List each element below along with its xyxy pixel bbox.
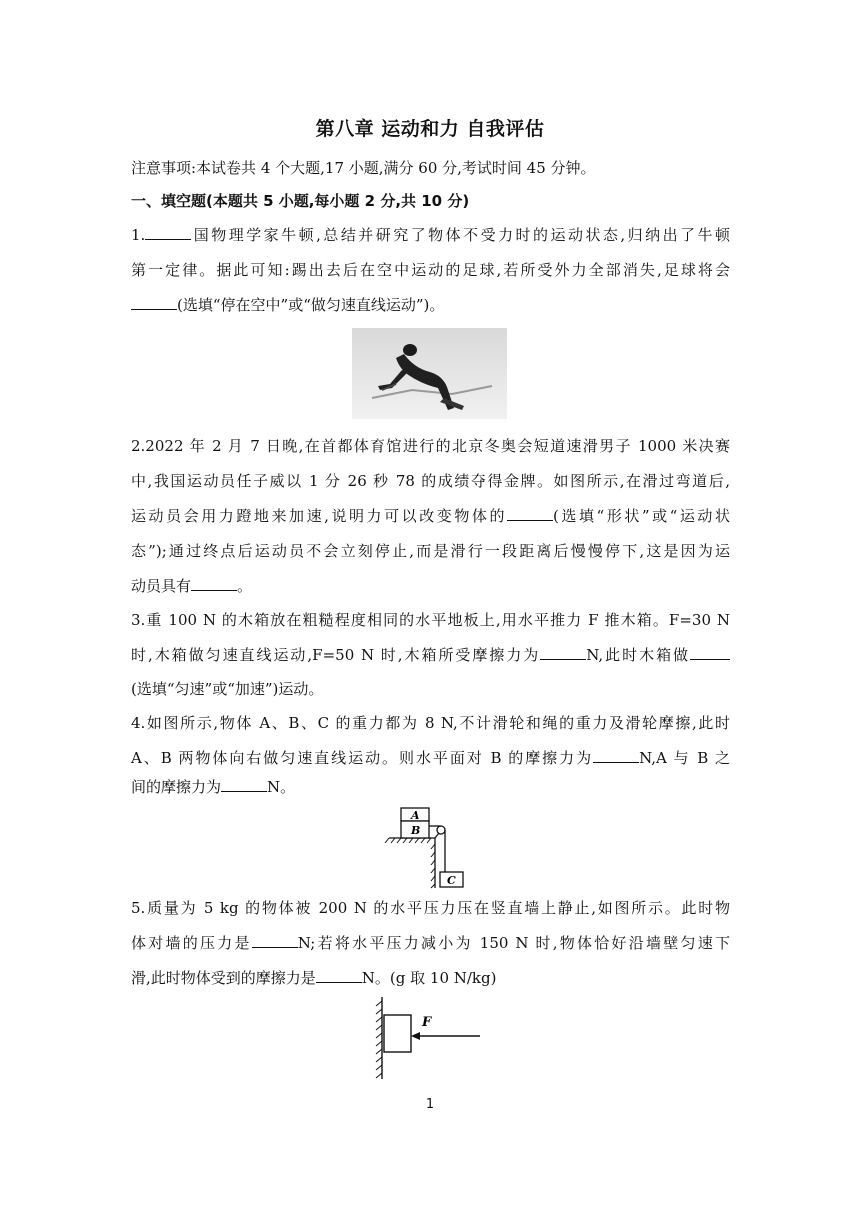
answer-blank[interactable] [131,295,177,310]
question-5-line-3 [131,968,496,988]
question-5-line-1: 5.质量为 5 kg 的物体被 200 N 的水平压力压在竖直墙上静止,如图所示。此时物 [131,899,730,917]
question-text: 动员具有 [131,577,192,595]
question-text: N,此时木箱做 [586,646,690,664]
answer-blank[interactable] [507,506,553,521]
question-text: (选填“停在空中”或“做匀速直线运动”)。 [177,296,445,314]
answer-blank[interactable] [221,777,267,792]
answer-blank[interactable] [145,225,191,240]
question-4-line-2 [131,748,730,768]
exam-notice: 注意事项:本试卷共 4 个大题,17 小题,满分 60 分,考试时间 45 分钟。 [131,159,596,177]
speed-skater-photo [352,328,507,419]
question-text: 。 [237,577,253,595]
answer-blank[interactable] [690,645,730,660]
question-text: A、B 两物体向右做匀速直线运动。则水平面对 B 的摩擦力为 [131,749,594,767]
question-2-line-2: 中,我国运动员任子威以 1 分 26 秒 78 的成绩夺得金牌。如图所示,在滑过弯道后, [131,472,730,490]
question-text: N。 [267,778,296,796]
question-1-line-2: 第一定律。据此可知:踢出去后在空中运动的足球,若所受外力全部消失,足球将会 [131,261,730,279]
question-3-line-3: (选填“匀速”或“加速”)运动。 [131,680,324,698]
question-1-line-1 [131,225,730,245]
question-text: (选填“形状”或“运动状 [553,507,730,525]
answer-blank[interactable] [316,968,362,983]
answer-blank[interactable] [191,576,237,591]
page-number: 1 [425,1097,435,1112]
answer-blank[interactable] [540,645,586,660]
question-text: 国物理学家牛顿,总结并研究了物体不受力时的运动状态,归纳出了牛顿 [191,226,730,244]
answer-blank[interactable] [252,933,298,948]
question-5-line-2 [131,933,730,953]
question-3-line-1: 3.重 100 N 的木箱放在粗糙程度相同的水平地板上,用水平推力 F 推木箱。F=30 N [131,611,730,629]
question-text: 时,木箱做匀速直线运动,F=50 N 时,木箱所受摩擦力为 [131,646,541,664]
pressed-block [384,1015,411,1052]
question-text: N。(g 取 10 N/kg) [361,969,497,987]
page-title: 第八章 运动和力 自我评估 [315,118,545,140]
pulley-diagram [383,804,479,890]
question-4-line-1: 4.如图所示,物体 A、B、C 的重力都为 8 N,不计滑轮和绳的重力及滑轮摩擦,此时 [131,714,730,732]
question-2-line-5 [131,576,252,596]
section-heading: 一、填空题(本题共 5 小题,每小题 2 分,共 10 分) [131,192,470,210]
label-a: A [411,809,420,822]
pulley-icon [437,826,445,834]
question-3-line-2 [131,645,730,665]
question-4-line-3 [131,777,295,797]
arrow-head-icon [411,1032,420,1040]
question-2-line-4: 态”);通过终点后运动员不会立刻停止,而是滑行一段距离后慢慢停下,这是因为运 [131,542,730,560]
question-number: 1. [131,226,146,244]
question-text: 间的摩擦力为 [131,778,222,796]
question-text: 滑,此时物体受到的摩擦力是 [131,969,316,987]
label-b: B [411,824,421,837]
question-text: N;若将水平压力减小为 150 N 时,物体恰好沿墙壁匀速下 [297,934,730,952]
question-2-line-3 [131,506,730,526]
force-label: F [422,1015,432,1030]
question-1-line-3 [131,295,444,315]
question-text: 运动员会用力蹬地来加速,说明力可以改变物体的 [131,507,508,525]
answer-blank[interactable] [593,748,639,763]
question-text: 体对墙的压力是 [131,934,252,952]
label-c: C [447,874,456,887]
question-text: N,A 与 B 之 [639,749,731,767]
wall-force-diagram [370,995,484,1081]
question-2-line-1: 2.2022 年 2 月 7 日晚,在首都体育馆进行的北京冬奥会短道速滑男子 1000 米决赛 [131,437,730,455]
